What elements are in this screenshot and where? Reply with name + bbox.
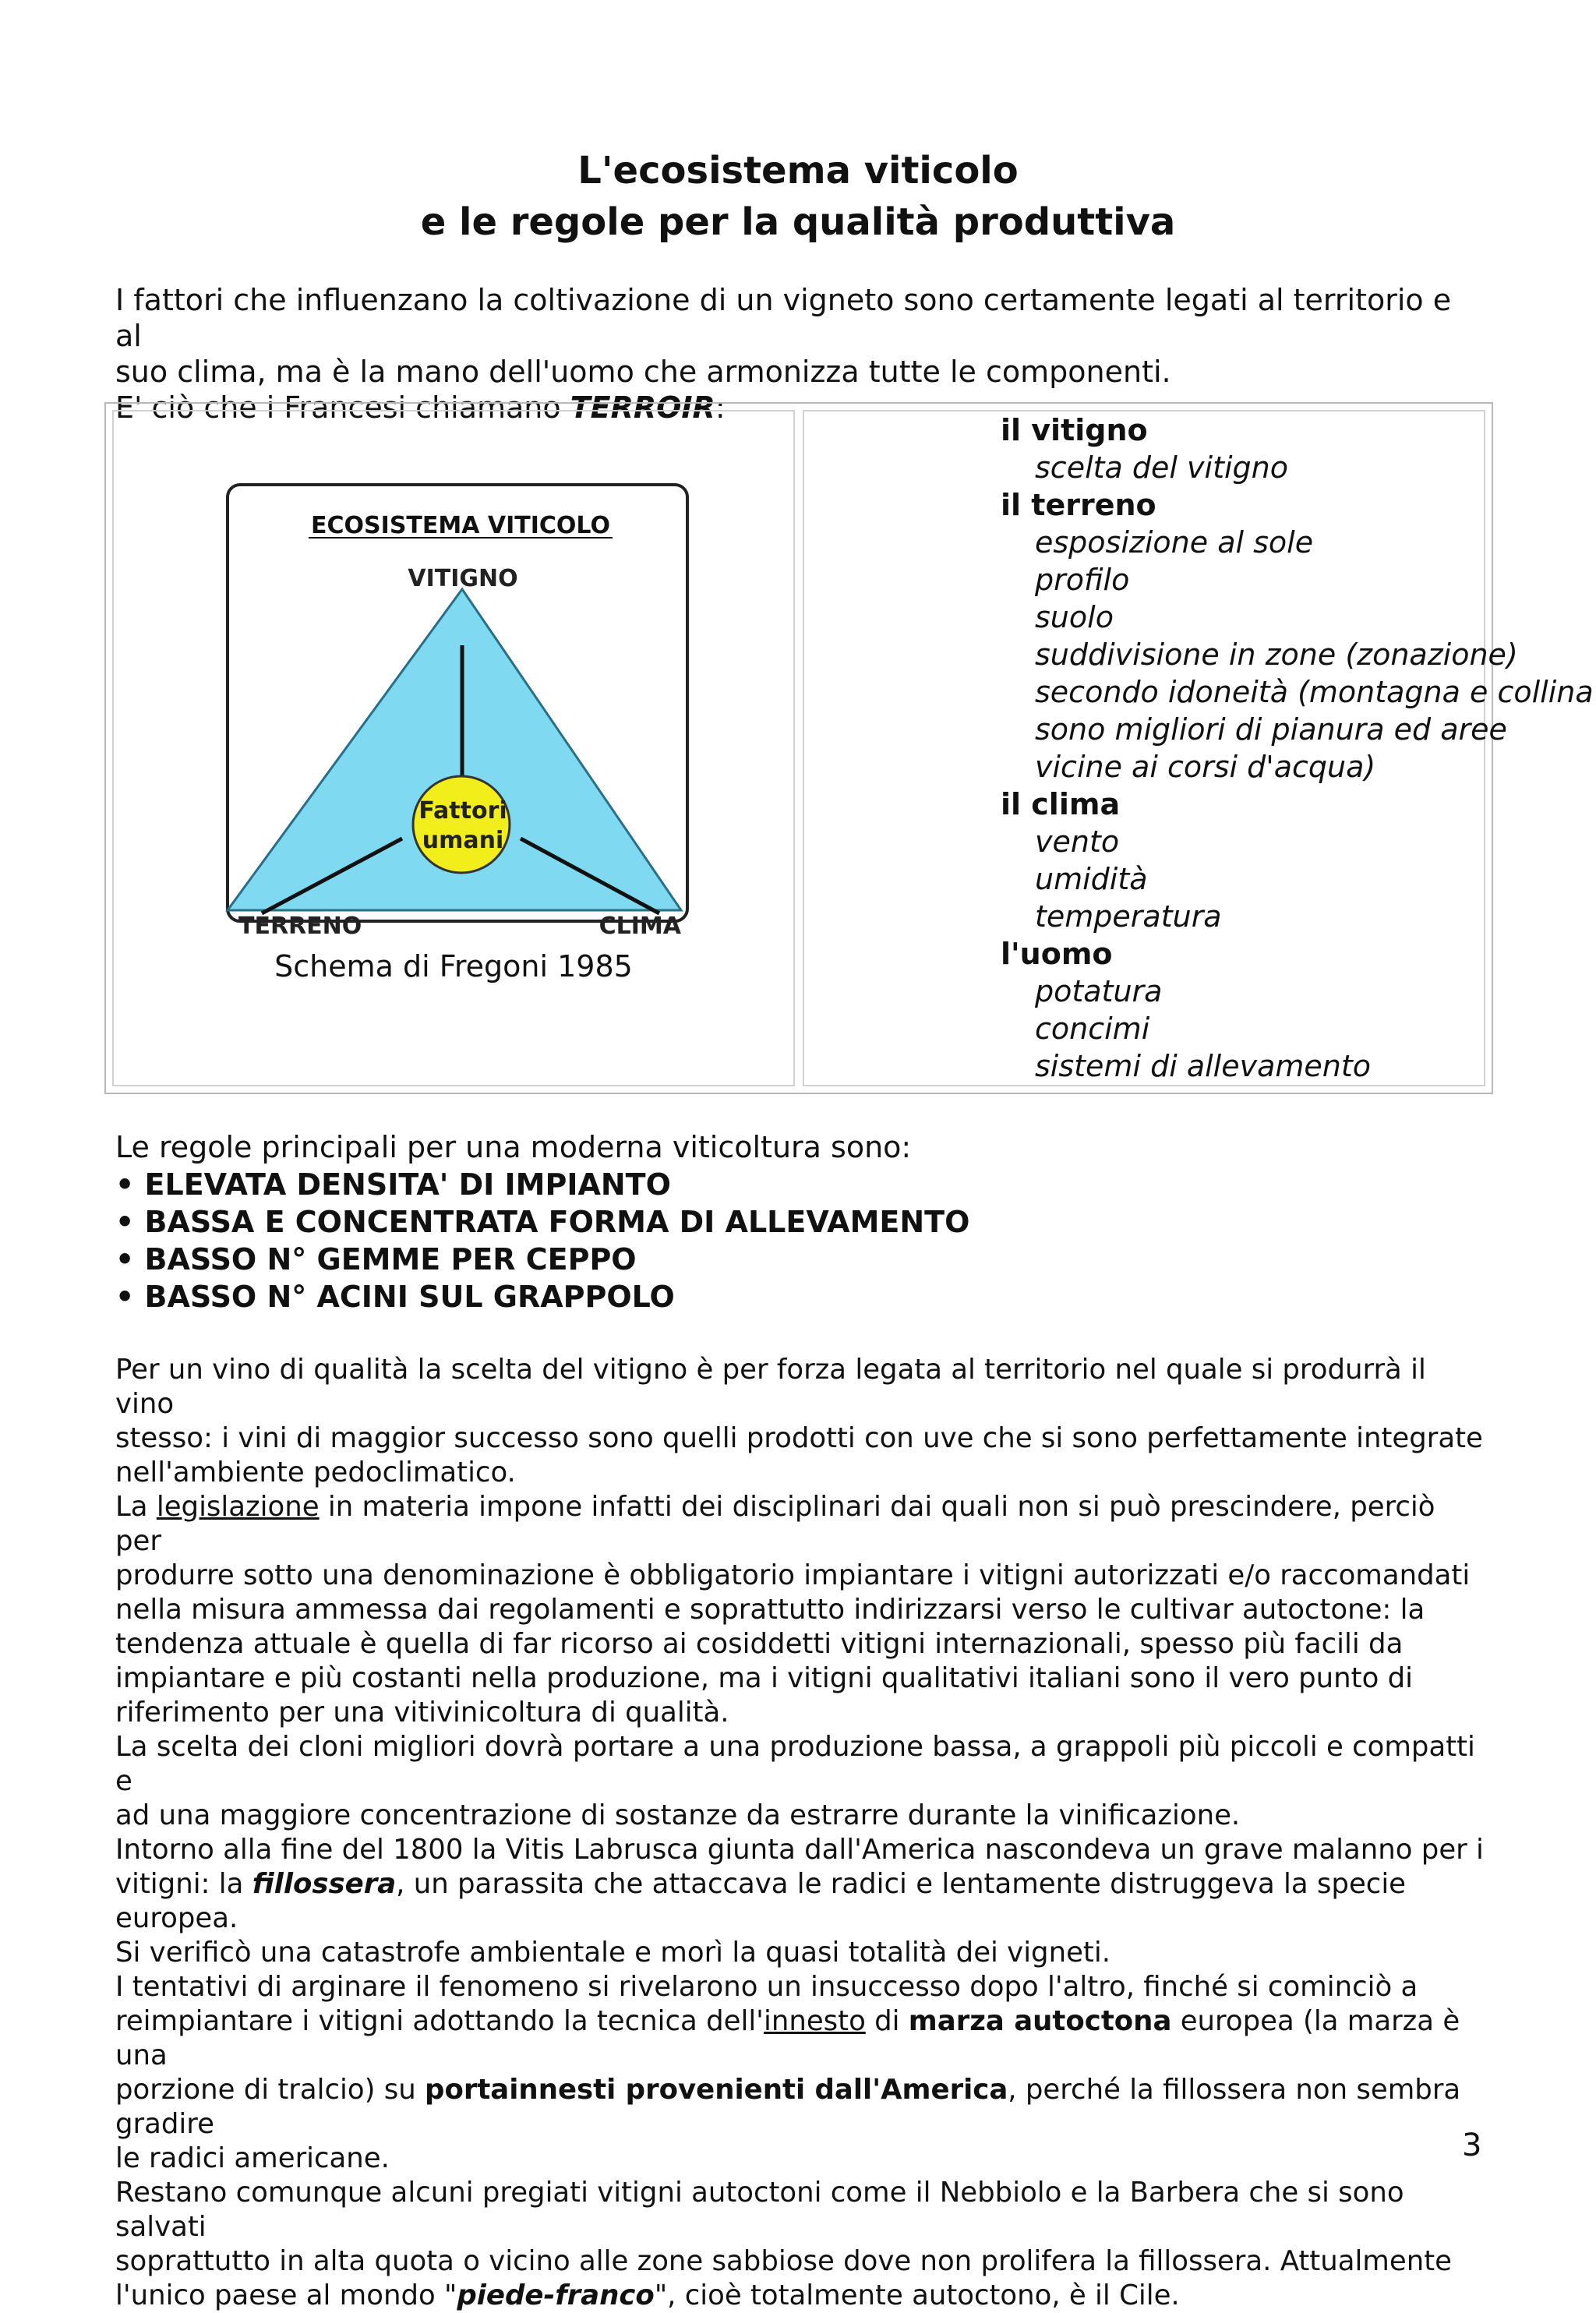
body-line: La scelta dei cloni migliori dovrà portare a una produzione bassa, a grappoli più piccoli e compatti e (115, 1731, 1475, 1797)
diagram-cell (112, 410, 795, 1086)
title-line-2: e le regole per la qualità produttiva (420, 200, 1176, 244)
rule-item (115, 1203, 969, 1241)
factor-title: il clima (1001, 787, 1121, 821)
fillossera-term: fillossera (252, 1868, 397, 1900)
innesto-link[interactable]: innesto (763, 2005, 866, 2037)
body-text-span: in materia impone infatti dei disciplinari dai quali non si può prescindere, perciò per (115, 1491, 1435, 1557)
body-line: Restano comunque alcuni pregiati vitigni autoctoni come il Nebbiolo e la Barbera che si sono salvati (115, 2177, 1404, 2243)
body-text-span: di (865, 2005, 909, 2037)
clima-label: CLIMA (598, 913, 681, 940)
rule-text: BASSA E CONCENTRATA FORMA DI ALLEVAMENTO (144, 1205, 970, 1239)
factor-item: sistemi di allevamento (1035, 1049, 1372, 1083)
factor-item: potatura (1035, 974, 1163, 1008)
body-line: produrre sotto una denominazione è obbligatorio impiantare i vitigni autorizzati e/o raccomandati (115, 1559, 1471, 1591)
factor-title: il vitigno (1001, 413, 1148, 447)
intro-line: suo clima, ma è la mano dell'uomo che armonizza tutte le componenti. (115, 355, 1171, 389)
body-text-span: porzione di tralcio) su (115, 2074, 425, 2106)
center-label-line-1: Fattori (418, 797, 507, 825)
body-text-span: reimpiantare i vitigni adottando la tecnica dell' (115, 2005, 764, 2037)
bullet-icon: • (115, 1280, 135, 1314)
body-line: Intorno alla fine del 1800 la Vitis Labrusca giunta dall'America nascondeva un grave malanno per i (115, 1834, 1484, 1866)
rule-text: BASSO N° GEMME PER CEPPO (144, 1242, 637, 1277)
terroir-term: TERROIR (570, 390, 715, 425)
factor-item: profilo (1035, 563, 1130, 597)
bullet-icon: • (115, 1205, 135, 1239)
factor-item: sono migliori di pianura ed aree (1035, 712, 1507, 747)
intro-colon: : (715, 390, 726, 425)
rule-text: ELEVATA DENSITA' DI IMPIANTO (144, 1167, 671, 1202)
title-line-1: L'ecosistema viticolo (577, 149, 1019, 192)
body-line (115, 1867, 1487, 1936)
factor-item: scelta del vitigno (1035, 450, 1288, 485)
body-line: nell'ambiente pedoclimatico. (115, 1457, 516, 1488)
factor-item: umidità (1035, 862, 1148, 896)
factors-cell (803, 410, 1594, 1086)
page-number: 3 (1462, 2128, 1482, 2163)
body-text-span: vitigni: la (115, 1868, 252, 1900)
body-text-span: l'unico paese al mondo " (115, 2279, 457, 2311)
body-line: ad una maggiore concentrazione di sostanze da estrarre durante la vinificazione. (115, 1799, 1241, 1831)
body-line: riferimento per una vitivinicoltura di qualità. (115, 1697, 729, 1729)
rules-intro: Le regole principali per una moderna viticoltura sono: (115, 1130, 912, 1164)
body-line: impiantare e più costanti nella produzione, ma i vitigni qualitativi italiani sono il vero punto di (115, 1662, 1413, 1694)
factor-item: vento (1035, 825, 1120, 859)
body-text-span: , un parassita che attaccava le radici e lentamente distruggeva la specie europea. (115, 1868, 1407, 1934)
factor-item: suolo (1035, 600, 1114, 634)
center-label-line-2: umani (422, 827, 504, 854)
marza-term: marza autoctona (908, 2005, 1172, 2037)
factor-item: temperatura (1035, 899, 1222, 934)
bullet-icon: • (115, 1167, 135, 1202)
page-title (0, 145, 1596, 248)
body-line: nella misura ammessa dai regolamenti e soprattutto indirizzarsi verso le cultivar autoctone: la (115, 1594, 1425, 1626)
intro-text: E' ciò che i Francesi chiamano (115, 390, 570, 425)
factor-title: il terreno (1001, 488, 1156, 522)
factor-item: vicine ai corsi d'acqua) (1035, 750, 1376, 784)
factors-list (1001, 411, 1594, 1085)
rule-item (115, 1278, 969, 1315)
rule-item (115, 1166, 969, 1203)
diagram-caption: Schema di Fregoni 1985 (274, 949, 633, 983)
portainnesti-term: portainnesti provenienti dall'America (425, 2074, 1008, 2106)
rule-item (115, 1241, 969, 1278)
legislazione-link[interactable]: legislazione (156, 1491, 320, 1523)
diagram-header: ECOSISTEMA VITICOLO (311, 512, 610, 539)
factor-item: suddivisione in zone (zonazione) (1035, 637, 1518, 672)
body-line: soprattutto in alta quota o vicino alle zone sabbiose dove non prolifera la fillossera. Attualmente (115, 2245, 1452, 2277)
body-line (115, 1490, 1487, 1559)
factor-item: secondo idoneità (montagna e collina (1035, 675, 1594, 709)
body-line (115, 2279, 1487, 2313)
body-line: stesso: i vini di maggior successo sono quelli prodotti con uve che si sono perfettamente integrate (115, 1422, 1483, 1454)
ecosystem-diagram (114, 411, 796, 1091)
factor-item: concimi (1035, 1012, 1150, 1046)
body-text (115, 1353, 1487, 2313)
bullet-icon: • (115, 1242, 135, 1277)
body-text-span: La (115, 1491, 157, 1523)
body-line (115, 2004, 1487, 2073)
body-line: I tentativi di arginare il fenomeno si rivelarono un insuccesso dopo l'altro, finché si cominciò a (115, 1971, 1418, 2003)
body-line (115, 2073, 1487, 2142)
factor-item: esposizione al sole (1035, 525, 1314, 560)
rule-text: BASSO N° ACINI SUL GRAPPOLO (144, 1280, 675, 1314)
body-text-span: ", cioè totalmente autoctono, è il Cile. (654, 2279, 1180, 2311)
factor-title: l'uomo (1001, 937, 1113, 971)
body-line: Si verificò una catastrofe ambientale e morì la quasi totalità dei vigneti. (115, 1937, 1110, 1969)
vitigno-label: VITIGNO (408, 565, 518, 592)
body-line: le radici americane. (115, 2142, 390, 2174)
piede-franco-term: piede-franco (457, 2279, 655, 2311)
body-text-span: , perché la fillossera non sembra gradire (115, 2074, 1461, 2140)
intro-line: I fattori che influenzano la coltivazione di un vigneto sono certamente legati al territorio e al (115, 283, 1452, 353)
terroir-table (104, 402, 1594, 1094)
rules-section (115, 1128, 969, 1315)
human-factors-circle (413, 776, 510, 873)
body-text-span: europea (la marza è una (115, 2005, 1460, 2071)
body-line: Per un vino di qualità la scelta del vitigno è per forza legata al territorio nel quale si produrrà il vino (115, 1354, 1426, 1420)
terreno-label: TERRENO (238, 913, 362, 940)
body-line: tendenza attuale è quella di far ricorso ai cosiddetti vitigni internazionali, spesso più facili da (115, 1628, 1404, 1660)
